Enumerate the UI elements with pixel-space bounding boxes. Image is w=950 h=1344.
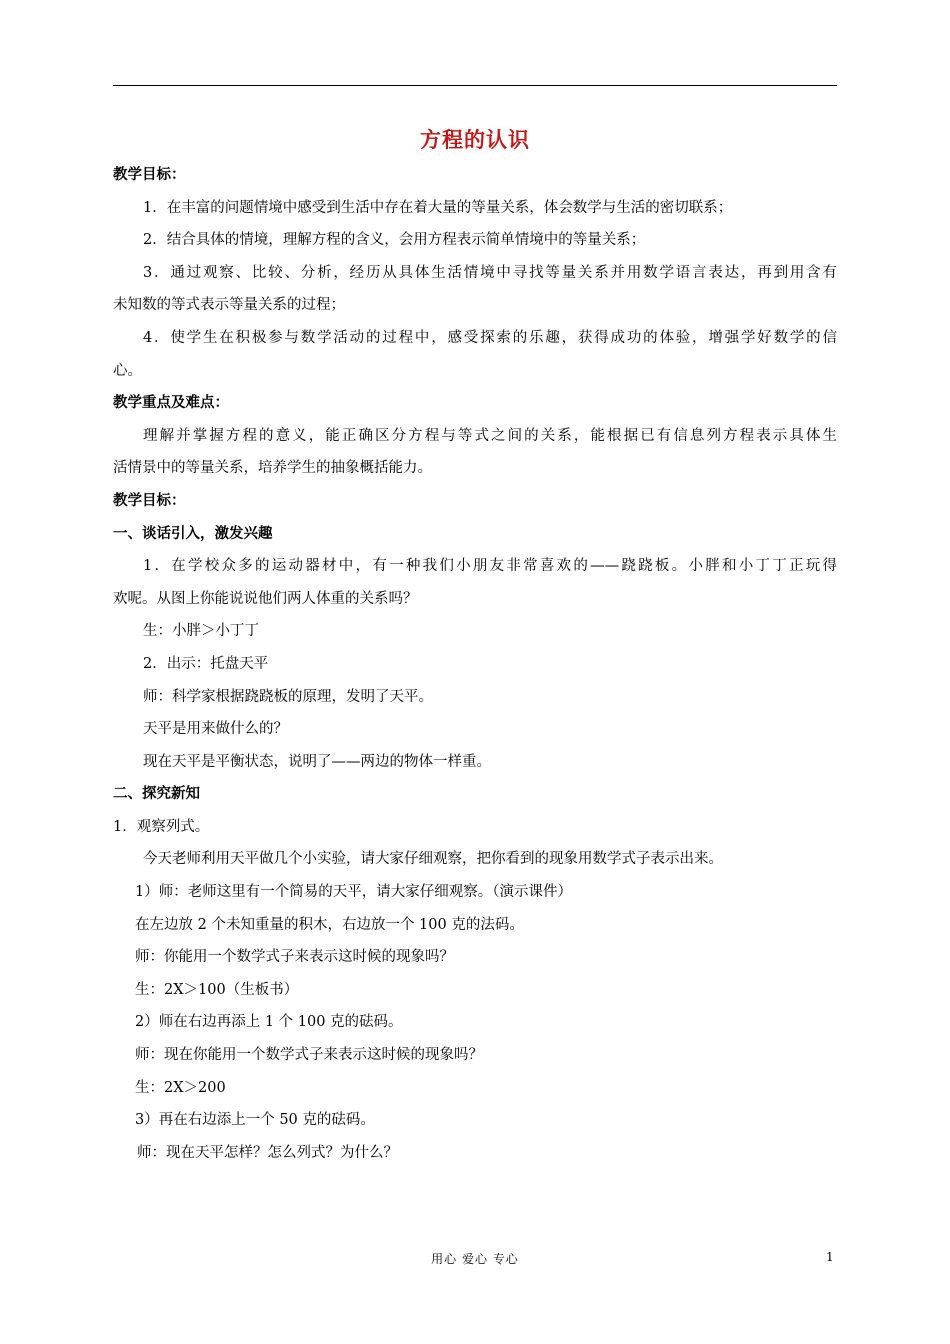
paragraph-line: 心。 (113, 362, 142, 379)
paragraph-line: 2）师在右边再添上 1 个 100 克的砝码。 (135, 1014, 403, 1031)
document-body (113, 160, 837, 1170)
paragraph-line: 2．出示：托盘天平 (143, 655, 269, 672)
paragraph-line: 现在天平是平衡状态，说明了——两边的物体一样重。 (143, 753, 491, 770)
paragraph-line: 生：2X＞200 (135, 1079, 226, 1096)
paragraph-line: 师：现在你能用一个数学式子来表示这时候的现象吗？ (135, 1047, 483, 1064)
paragraph-line: 活情景中的等量关系，培养学生的抽象概括能力。 (113, 460, 432, 477)
paragraph-line: 1．观察列式。 (113, 818, 210, 835)
paragraph-line: 生：小胖＞小丁丁 (143, 623, 259, 640)
header-rule (113, 85, 837, 86)
section-heading: 教学重点及难点： (113, 395, 229, 412)
paragraph-line: 3）再在右边添上一个 50 克的砝码。 (135, 1112, 375, 1129)
paragraph-line: 1．在丰富的问题情境中感受到生活中存在着大量的等量关系，体会数学与生活的密切联系； (143, 199, 733, 216)
paragraph-line: 今天老师利用天平做几个小实验，请大家仔细观察，把你看到的现象用数学式子表示出来。 (143, 851, 723, 868)
paragraph-line: 在左边放 2 个未知重量的积木，右边放一个 100 克的法码。 (135, 916, 524, 933)
paragraph-line: 未知数的等式表示等量关系的过程； (113, 297, 345, 314)
section-heading: 教学目标： (113, 167, 186, 183)
paragraph-line: 师：现在天平怎样？怎么列式？为什么？ (137, 1144, 398, 1161)
paragraph-line: 4．使学生在积极参与数学活动的过程中，感受探索的乐趣，获得成功的体验，增强学好数学的信 (143, 329, 837, 346)
paragraph-line: 1．在学校众多的运动器材中，有一种我们小朋友非常喜欢的——跷跷板。小胖和小丁丁正玩得 (143, 558, 837, 575)
paragraph-line: 理解并掌握方程的意义，能正确区分方程与等式之间的关系，能根据已有信息列方程表示具体生 (143, 427, 837, 444)
section-heading: 教学目标： (113, 492, 186, 509)
paragraph-line: 师：你能用一个数学式子来表示这时候的现象吗？ (135, 949, 454, 966)
section-heading: 一、谈话引入，激发兴趣 (113, 525, 273, 542)
paragraph-line: 师：科学家根据跷跷板的原理，发明了天平。 (143, 688, 433, 705)
paragraph-line: 天平是用来做什么的？ (143, 721, 288, 738)
page-number: 1 (826, 1250, 834, 1264)
paragraph-line: 生：2X＞100（生板书） (135, 981, 299, 998)
footer-text: 用心 爱心 专心 (431, 1252, 519, 1266)
paragraph-line: 2．结合具体的情境，理解方程的含义，会用方程表示简单情境中的等量关系； (143, 232, 646, 249)
section-heading: 二、探究新知 (113, 786, 200, 803)
paragraph-line: 1）师：老师这里有一个简易的天平，请大家仔细观察。（演示课件） (135, 884, 572, 901)
paragraph-line: 3．通过观察、比较、分析，经历从具体生活情境中寻找等量关系并用数学语言表达，再到用含有 (143, 264, 837, 281)
paragraph-line: 欢呢。从图上你能说说他们两人体重的关系吗？ (113, 590, 418, 607)
document-title: 方程的认识 (420, 128, 530, 152)
